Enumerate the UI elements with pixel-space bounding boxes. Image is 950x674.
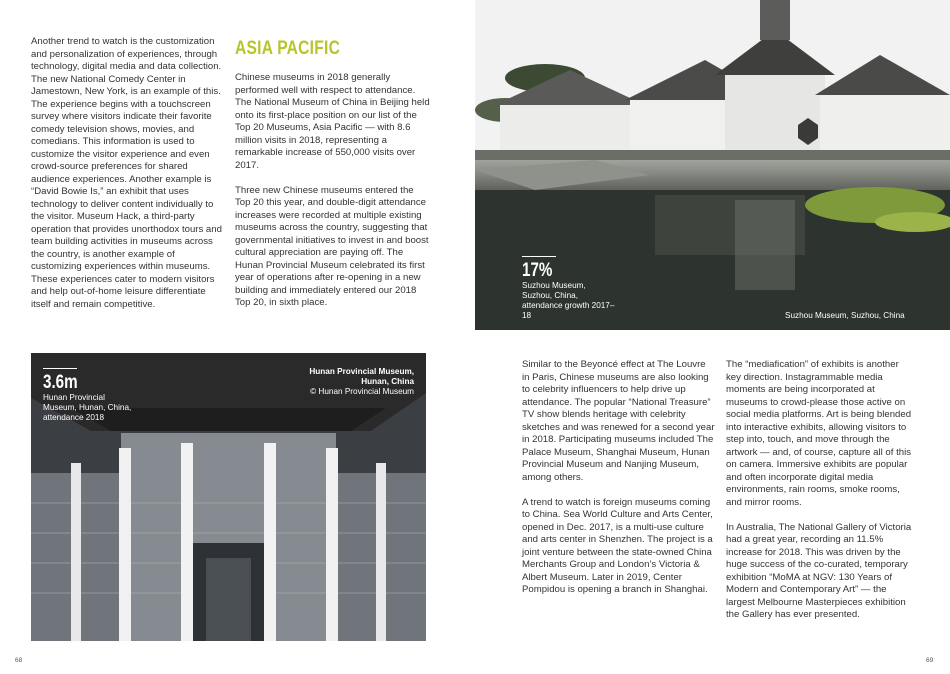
stat-rule xyxy=(43,368,77,369)
credit-line: © Hunan Provincial Museum xyxy=(310,387,414,396)
body-paragraph: Similar to the Beyoncé effect at The Louvre in Paris, Chinese museums are also looking to celebrity influencers to help drive up attendance. The popular “National Treasure” TV show blends heritage with celebrity sketches and was renewed for a second year in 2018. Participating museums included The Palace Museum, Shanghai Museum, Hunan Provincial Museum and Nanjing Museum, among others. xyxy=(522,359,715,483)
intro-paragraph: Another trend to watch is the customization and personalization of experiences, through technology, digital media and data collection. The new National Comedy Center in Jamestown, New York, is an example of this. The experience begins with a touchscreen survey where visitors indicate their favorite comedy television shows, movies, and comedians. This information is used to customize the visitor experience and even crowd-source preferences for shared audience experiences. Another example is “David Bowie Is,” an exhibit that uses technology to deliver content individually to the visitor. Museum Hack, a third-party operation that provides unorthodox tours and team building activities in museums across the country, is another example of customizing experiences within museums. These experiences cater to modern visitors and help out-of-home leisure differentiate itself and remain competitive. xyxy=(31,36,222,310)
hunan-stat-value: 3.6m xyxy=(43,372,78,393)
asia-paragraph: Chinese museums in 2018 generally performed well with respect to attendance. The National Museum of China in Beijing held onto its first-place position on our list of the Top 20 Museums, Asia Pacific — with 8.6 million visits in 2018, representing a remarkable increase of 550,000 visits over 2017. xyxy=(235,72,430,171)
body-paragraph: In Australia, The National Gallery of Victoria had a great year, recording an 11.5% increase for 2018. This was driven by the huge success of the co-curated, temporary exhibition “MoMA at NGV: 130 Years of Modern and Contemporary Art” — the largest Melbourne Masterpieces exhibition the Gallery has ever presented. xyxy=(726,521,912,620)
page-number-left: 68 xyxy=(15,657,23,664)
right-column-b xyxy=(726,359,916,634)
hunan-stat-caption: Hunan Provincial Museum, Hunan, China, attendance 2018 xyxy=(43,393,132,422)
suzhou-stat-caption: Suzhou Museum, Suzhou, China, attendance growth 2017–18 xyxy=(522,281,615,320)
suzhou-stat-value: 17% xyxy=(522,260,553,281)
hunan-museum-photo xyxy=(31,353,426,641)
suzhou-stat-block xyxy=(522,256,617,321)
asia-paragraph: Three new Chinese museums entered the Top 20 this year, and double-digit attendance increases were recorded at multiple existing museums across the country, suggesting that governmental initiatives to invest in and boost cultural appreciation are paying off. The Hunan Provincial Museum celebrated its first year of operations after re-opening in a new building and immediately entered our 2018 Top 20, in sixth place. xyxy=(235,184,429,308)
page-number-right: 69 xyxy=(926,657,934,664)
body-paragraph: A trend to watch is foreign museums coming to China. Sea World Culture and Arts Center, opened in Dec. 2017, is a multi-use culture and arts center in Shenzhen. The project is a joint venture between the state-owned China Merchants Group and London’s Victoria & Albert Museum. Later in 2019, Center Pompidou is opening a branch in Shanghai. xyxy=(522,496,713,595)
stat-rule xyxy=(522,256,556,257)
section-heading: ASIA PACIFIC xyxy=(235,38,341,59)
right-column-a xyxy=(522,359,715,609)
intro-column xyxy=(31,36,227,324)
credit-line: Hunan, China xyxy=(361,377,414,386)
hunan-stat-block xyxy=(43,368,138,423)
suzhou-photo-credit: Suzhou Museum, Suzhou, China xyxy=(785,311,905,320)
asia-pacific-column xyxy=(235,38,430,322)
credit-line: Hunan Provincial Museum, xyxy=(309,367,414,376)
suzhou-museum-photo xyxy=(475,0,950,330)
body-paragraph: The “mediafication” of exhibits is another key direction. Instagrammable media moments are being incorporated at museums to crowd-please those active on social media platforms. Art is being blended into interactive exhibits, allowing visitors to step into, touch, and move through the artwork — and, of course, capture all of this on camera. Immersive exhibits are popular and often incorporate digital media environments, rain rooms, smoke rooms, and mirror rooms. xyxy=(726,359,912,508)
hunan-photo-credit xyxy=(264,367,414,397)
